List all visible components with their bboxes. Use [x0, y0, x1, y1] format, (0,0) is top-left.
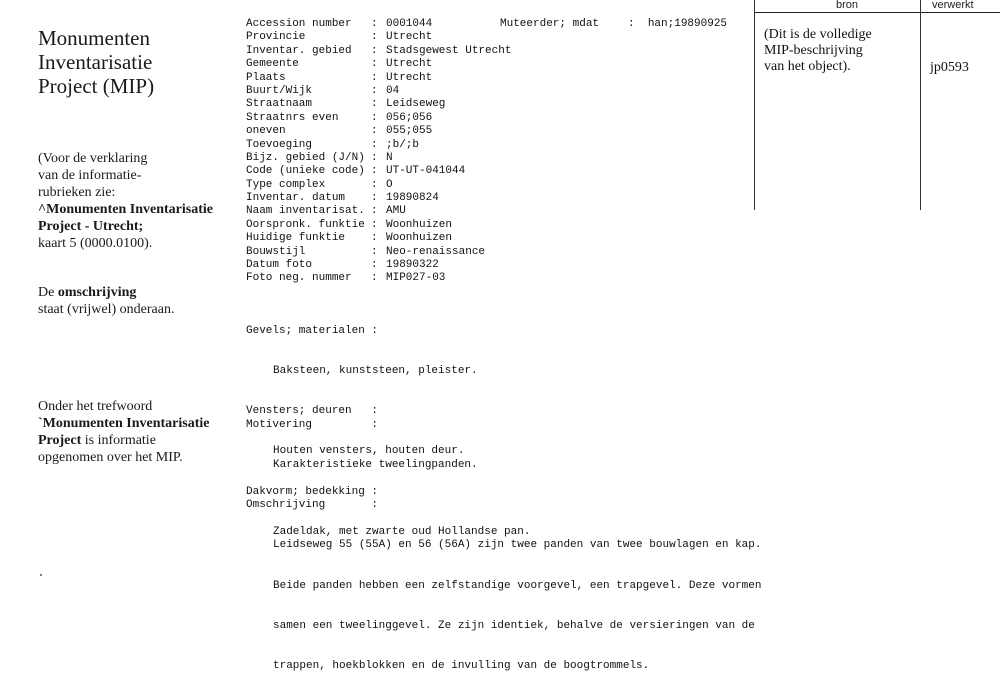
record-field-row	[246, 112, 511, 125]
note-line: opgenomen over het MIP.	[38, 450, 183, 465]
field-label: Type complex	[246, 178, 326, 191]
field-value: O	[386, 178, 393, 191]
field-value: ;b/;b	[386, 138, 420, 151]
record-field-row	[246, 125, 511, 138]
reference-note	[38, 150, 238, 252]
field-value: 04	[386, 84, 400, 97]
record-field-row	[246, 139, 511, 152]
table-rule	[754, 12, 1000, 13]
field-label: Oorspronk. funktie	[246, 218, 365, 231]
field-label: Gemeente	[246, 58, 299, 71]
page-title	[38, 26, 154, 98]
omschrijving-line: trappen, hoekblokken en de invulling van de boogtrommels.	[273, 660, 650, 673]
omschrijving-line: Beide panden hebben een zelfstandige voorgevel, een trapgevel. Deze vormen	[273, 579, 762, 592]
field-separator: :	[371, 71, 378, 84]
omschrijving-line: Leidseweg 55 (55A) en 56 (56A) zijn twee panden van twee bouwlagen en kap.	[273, 539, 762, 552]
field-label: Bijz. gebied (J/N)	[246, 151, 365, 164]
table-divider	[754, 0, 755, 210]
field-separator: :	[628, 18, 648, 30]
field-separator: :	[371, 151, 378, 164]
field-value: Woonhuizen	[386, 232, 453, 245]
field-separator: :	[371, 98, 378, 111]
field-separator: :	[371, 218, 378, 231]
record-field-row	[246, 192, 511, 205]
record-field-row	[246, 72, 511, 85]
record-field-row	[246, 219, 511, 232]
field-label: Huidige funktie	[246, 232, 346, 245]
field-label: Code (unieke code)	[246, 165, 365, 178]
field-value: 19890322	[386, 259, 439, 272]
record-field-row	[246, 246, 511, 259]
note-line-bold: `Monumenten Inventarisatie	[38, 416, 210, 431]
description-note	[38, 284, 238, 318]
field-value: Woonhuizen	[386, 218, 453, 231]
speck-mark	[40, 574, 42, 576]
record-field-row	[246, 152, 511, 165]
muteerder-value: han;19890925	[647, 18, 728, 30]
omschrijving-line: samen een tweelinggevel. Ze zijn identiek, behalve de versieringen van de	[273, 619, 755, 632]
field-separator: :	[371, 44, 378, 57]
source-table	[754, 0, 1000, 210]
verwerkt-code: jp0593	[930, 60, 969, 75]
field-separator: :	[371, 232, 378, 245]
motivering-label: Motivering :	[246, 418, 379, 431]
vensters-value: Houten vensters, houten deur.	[273, 445, 465, 458]
record-field-row	[246, 58, 511, 71]
field-value: AMU	[386, 205, 406, 218]
field-value: 056;056	[386, 111, 433, 124]
field-separator: :	[371, 272, 378, 285]
field-value: Utrecht	[386, 58, 433, 71]
field-label: Straatnaam	[246, 98, 313, 111]
field-value: Utrecht	[386, 31, 433, 44]
field-value: UT-UT-041044	[386, 165, 466, 178]
field-value: Neo-renaissance	[386, 245, 486, 258]
field-value: MIP027-03	[386, 272, 446, 285]
field-separator: :	[371, 138, 378, 151]
bron-line: van het object).	[764, 59, 851, 74]
record-field-row	[246, 18, 511, 31]
field-label: Inventar. gebied	[246, 44, 352, 57]
field-label: Foto neg. nummer	[246, 272, 352, 285]
field-label: Straatnrs even	[246, 111, 339, 124]
field-separator: :	[371, 31, 378, 44]
title-line: Inventarisatie	[38, 50, 153, 74]
field-value: Leidseweg	[386, 98, 446, 111]
field-label: Toevoeging	[246, 138, 313, 151]
field-label: Naam inventarisat.	[246, 205, 365, 218]
field-value: 0001044	[386, 18, 433, 30]
field-value: Utrecht	[386, 71, 433, 84]
record-field-row	[246, 98, 511, 111]
note-line: kaart 5 (0000.0100).	[38, 236, 153, 251]
note-line: staat (vrijwel) onderaan.	[38, 302, 175, 317]
motivation-section	[246, 392, 761, 687]
note-line: Onder het trefwoord	[38, 399, 153, 414]
field-separator: :	[371, 18, 378, 30]
field-label: Plaats	[246, 71, 286, 84]
field-value: Stadsgewest Utrecht	[386, 44, 512, 57]
keyword-note	[38, 398, 238, 466]
field-separator: :	[371, 125, 378, 138]
field-label: Inventar. datum	[246, 192, 346, 205]
title-line: Monumenten	[38, 26, 150, 50]
vensters-label: Vensters; deuren :	[246, 405, 379, 418]
record-field-row	[246, 272, 511, 285]
field-separator: :	[371, 245, 378, 258]
title-line: Project (MIP)	[38, 74, 155, 98]
record-field-row	[246, 85, 511, 98]
note-line-bold: ^Monumenten Inventarisatie	[38, 202, 213, 217]
column-header-bron: bron	[836, 0, 859, 11]
field-separator: :	[371, 192, 378, 205]
dakvorm-value: Zadeldak, met zwarte oud Hollandse pan.	[273, 525, 531, 538]
omschrijving-label: Omschrijving :	[246, 499, 379, 512]
bron-line: (Dit is de volledige	[764, 27, 872, 42]
field-value: N	[386, 151, 393, 164]
column-header-verwerkt: verwerkt	[932, 0, 974, 11]
field-value: 19890824	[386, 192, 439, 205]
muteerder-field	[500, 18, 727, 31]
motivering-value: Karakteristieke tweelingpanden.	[273, 459, 478, 472]
record-field-row	[246, 179, 511, 192]
field-label: Provincie	[246, 31, 306, 44]
record-fields	[246, 18, 511, 286]
dakvorm-label: Dakvorm; bedekking :	[246, 485, 379, 498]
field-separator: :	[371, 259, 378, 272]
field-separator: :	[371, 165, 378, 178]
field-separator: :	[371, 84, 378, 97]
note-line-bold: Project - Utrecht;	[38, 219, 144, 234]
field-separator: :	[371, 58, 378, 71]
note-line: Project is informatie	[38, 433, 156, 448]
bron-line: MIP-beschrijving	[764, 43, 863, 58]
field-label: Accession number	[246, 18, 352, 30]
record-field-row	[246, 45, 511, 58]
record-field-row	[246, 205, 511, 218]
field-label: Datum foto	[246, 259, 313, 272]
field-separator: :	[371, 205, 378, 218]
muteerder-label: Muteerder; mdat	[500, 18, 600, 30]
record-field-row	[246, 31, 511, 44]
record-field-row	[246, 259, 511, 272]
field-label: oneven	[246, 125, 286, 138]
field-separator: :	[371, 111, 378, 124]
note-line: De omschrijving	[38, 285, 137, 300]
table-divider	[920, 0, 921, 210]
record-field-row	[246, 232, 511, 245]
record-field-row	[246, 165, 511, 178]
note-line: rubrieken zie:	[38, 185, 116, 200]
field-label: Buurt/Wijk	[246, 84, 313, 97]
gevels-value: Baksteen, kunststeen, pleister.	[273, 365, 478, 378]
field-value: 055;055	[386, 125, 433, 138]
field-separator: :	[371, 178, 378, 191]
note-line: van de informatie-	[38, 168, 142, 183]
bron-cell	[764, 27, 914, 75]
note-line: (Voor de verklaring	[38, 151, 148, 166]
field-label: Bouwstijl	[246, 245, 306, 258]
gevels-label: Gevels; materialen :	[246, 324, 379, 337]
